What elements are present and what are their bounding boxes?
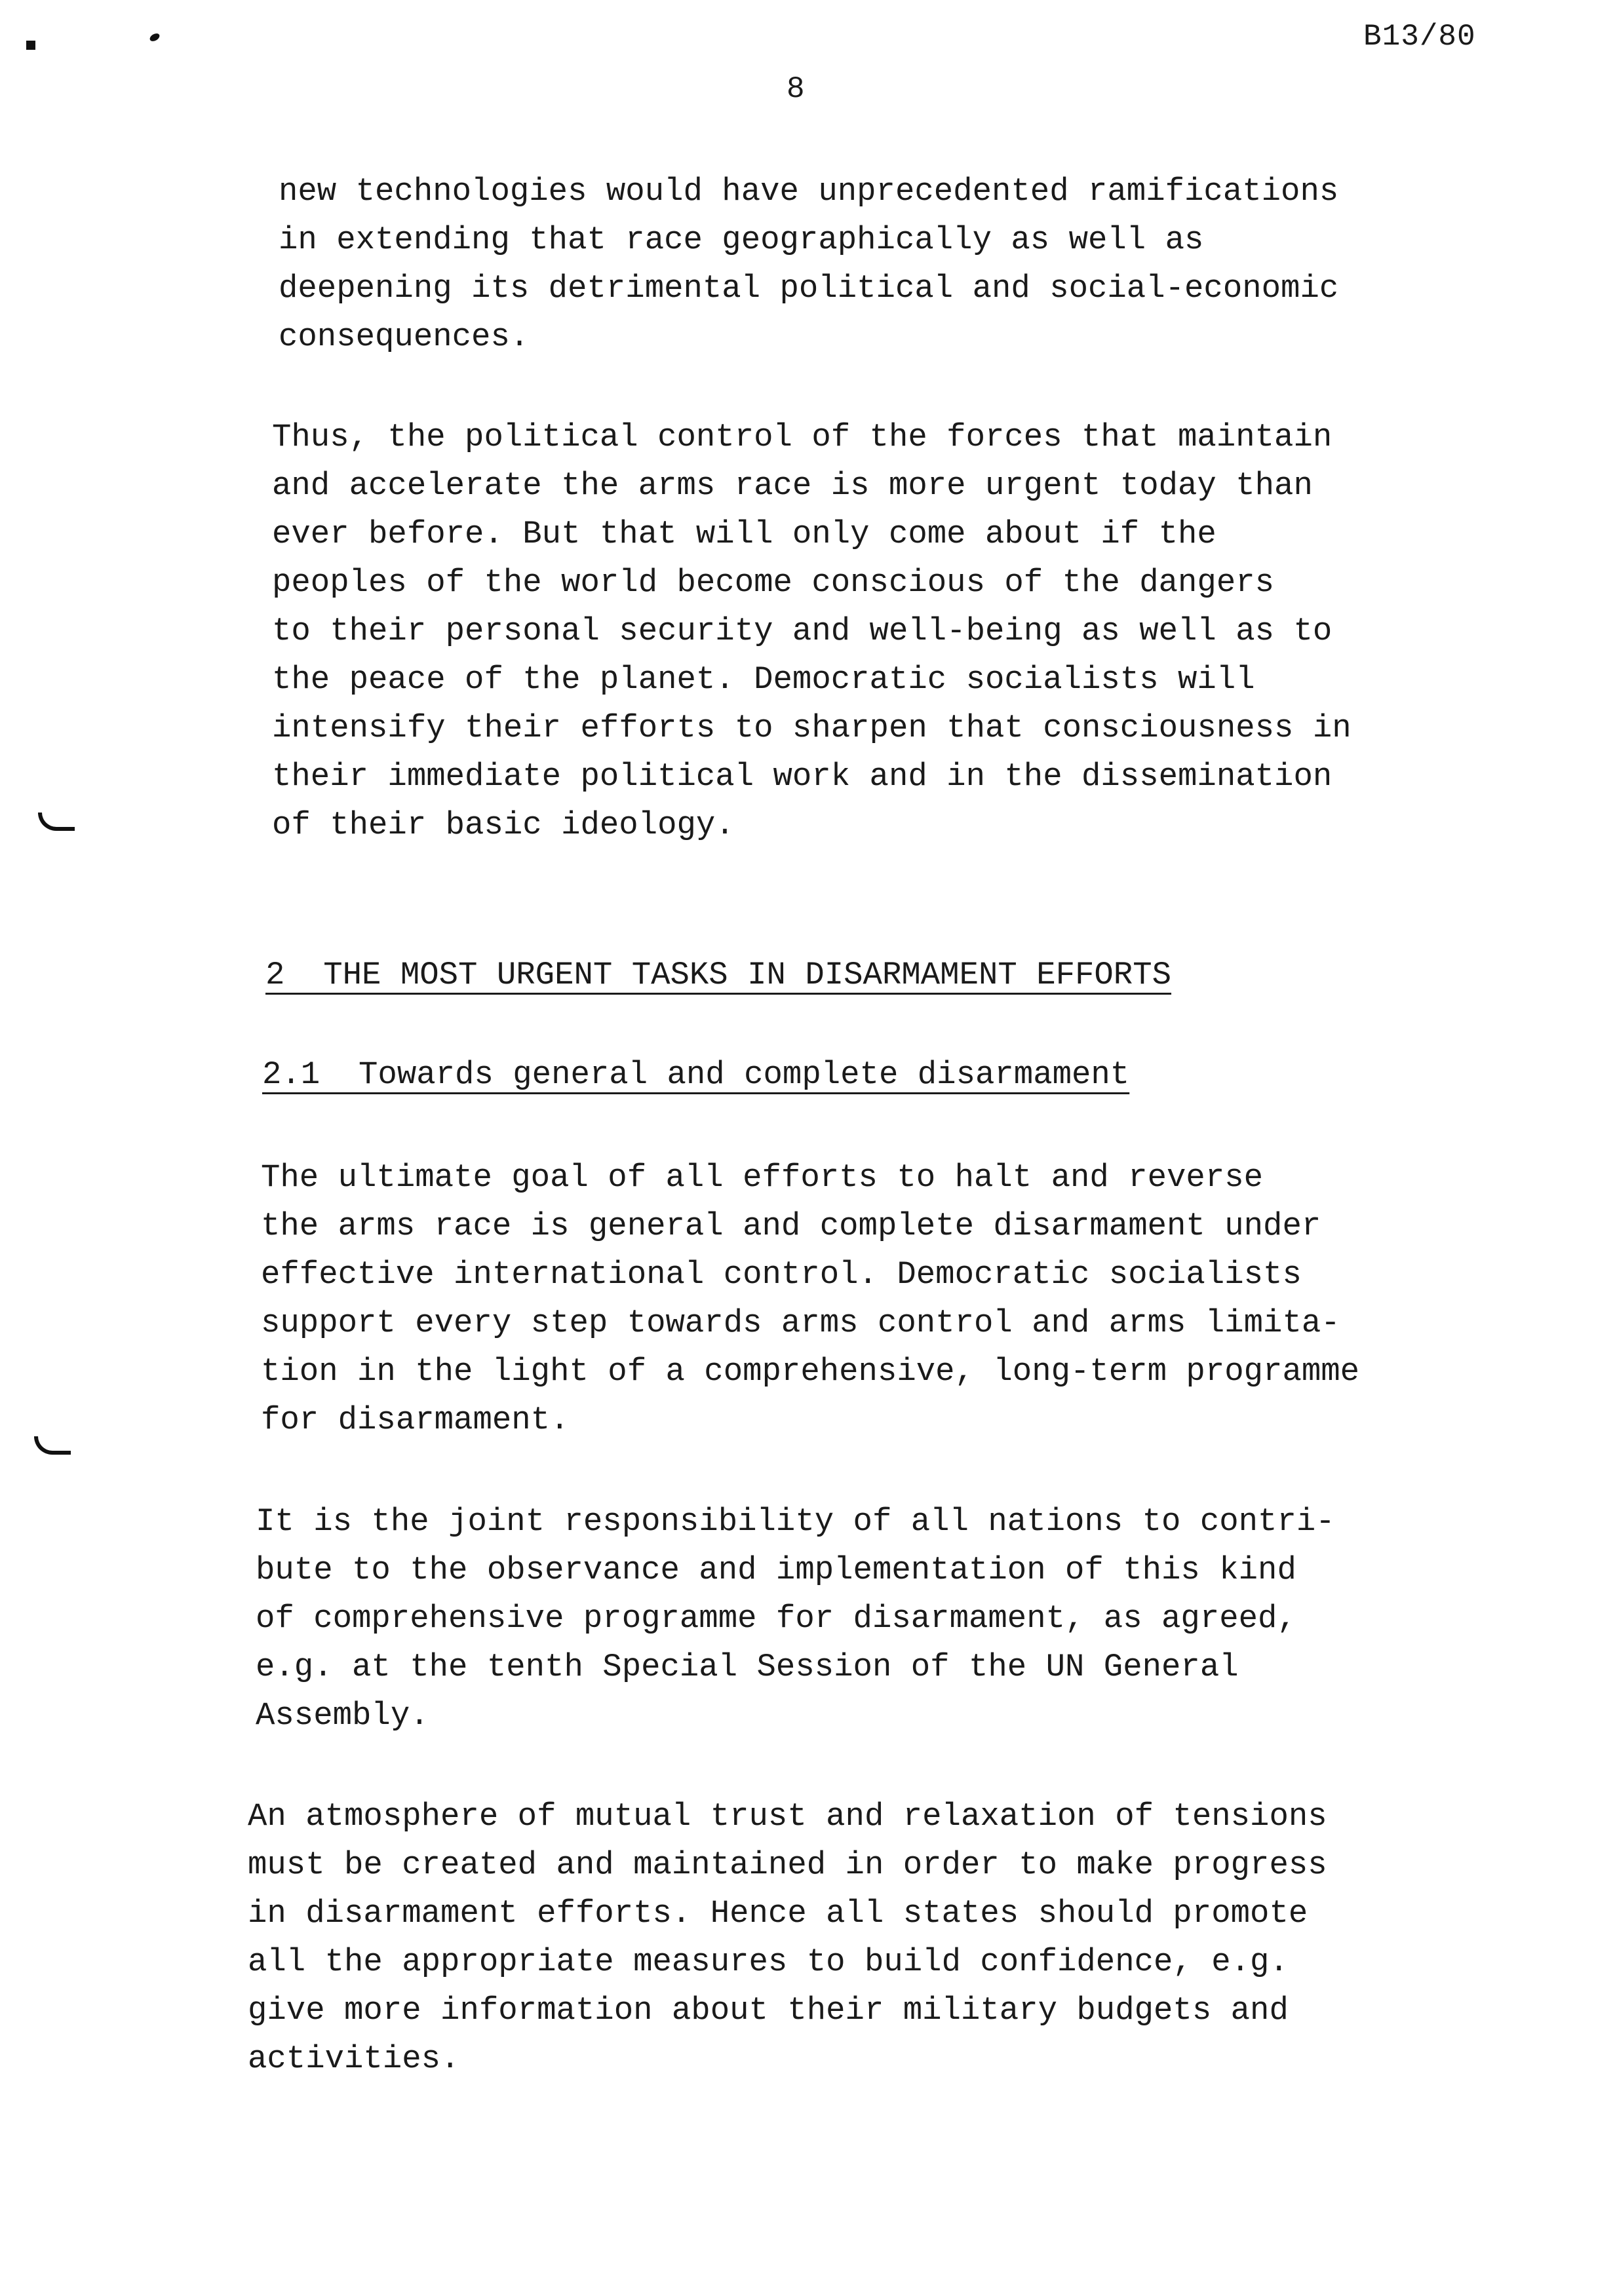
page-number: 8 <box>787 72 805 106</box>
section-heading: 2 THE MOST URGENT TASKS IN DISARMAMENT EFFORTS <box>265 957 1172 993</box>
subsection-heading: 2.1 Towards general and complete disarmament <box>262 1056 1130 1093</box>
paragraph-ultimate-goal: The ultimate goal of all efforts to halt and reverse the arms race is general and complete disarmament under effective international control. Democratic socialists support every step towards arms control and arms limita- tion in the light of a comprehensive, long-term programme for disarmament. <box>261 1159 1360 1438</box>
paragraph-new-technologies: new technologies would have unprecedented ramifications in extending that race geographically as well as deepening its detrimental political and social-economic consequences. <box>279 173 1339 355</box>
scan-mark-square <box>26 41 35 50</box>
paragraph-joint-responsibility: It is the joint responsibility of all nations to contri- bute to the observance and implementation of this kind of comprehensive programme for disarmament, as agreed, e.g. at the tenth Special Session of the UN General Assembly. <box>256 1503 1335 1734</box>
scan-mark-dot <box>149 32 161 43</box>
paragraph-political-control: Thus, the political control of the forces that maintain and accelerate the arms race is more urgent today than ever before. But that will only come about if the peoples of the world become conscious of the dangers to their personal security and well-being as well as to the peace of the planet. Democratic socialists will intensify their efforts to sharpen that consciousness in their immediate political work and in the dissemination of their basic ideology. <box>272 419 1352 843</box>
margin-bracket-mark <box>34 1436 71 1455</box>
paragraph-mutual-trust: An atmosphere of mutual trust and relaxation of tensions must be created and maintained in order to make progress in disarmament efforts. Hence all states should promote all the appropriate measures to build confidence, e.g. give more information about their military budgets and activities. <box>248 1798 1327 2077</box>
document-reference: B13/80 <box>1363 20 1476 54</box>
margin-bracket-mark <box>38 813 75 831</box>
